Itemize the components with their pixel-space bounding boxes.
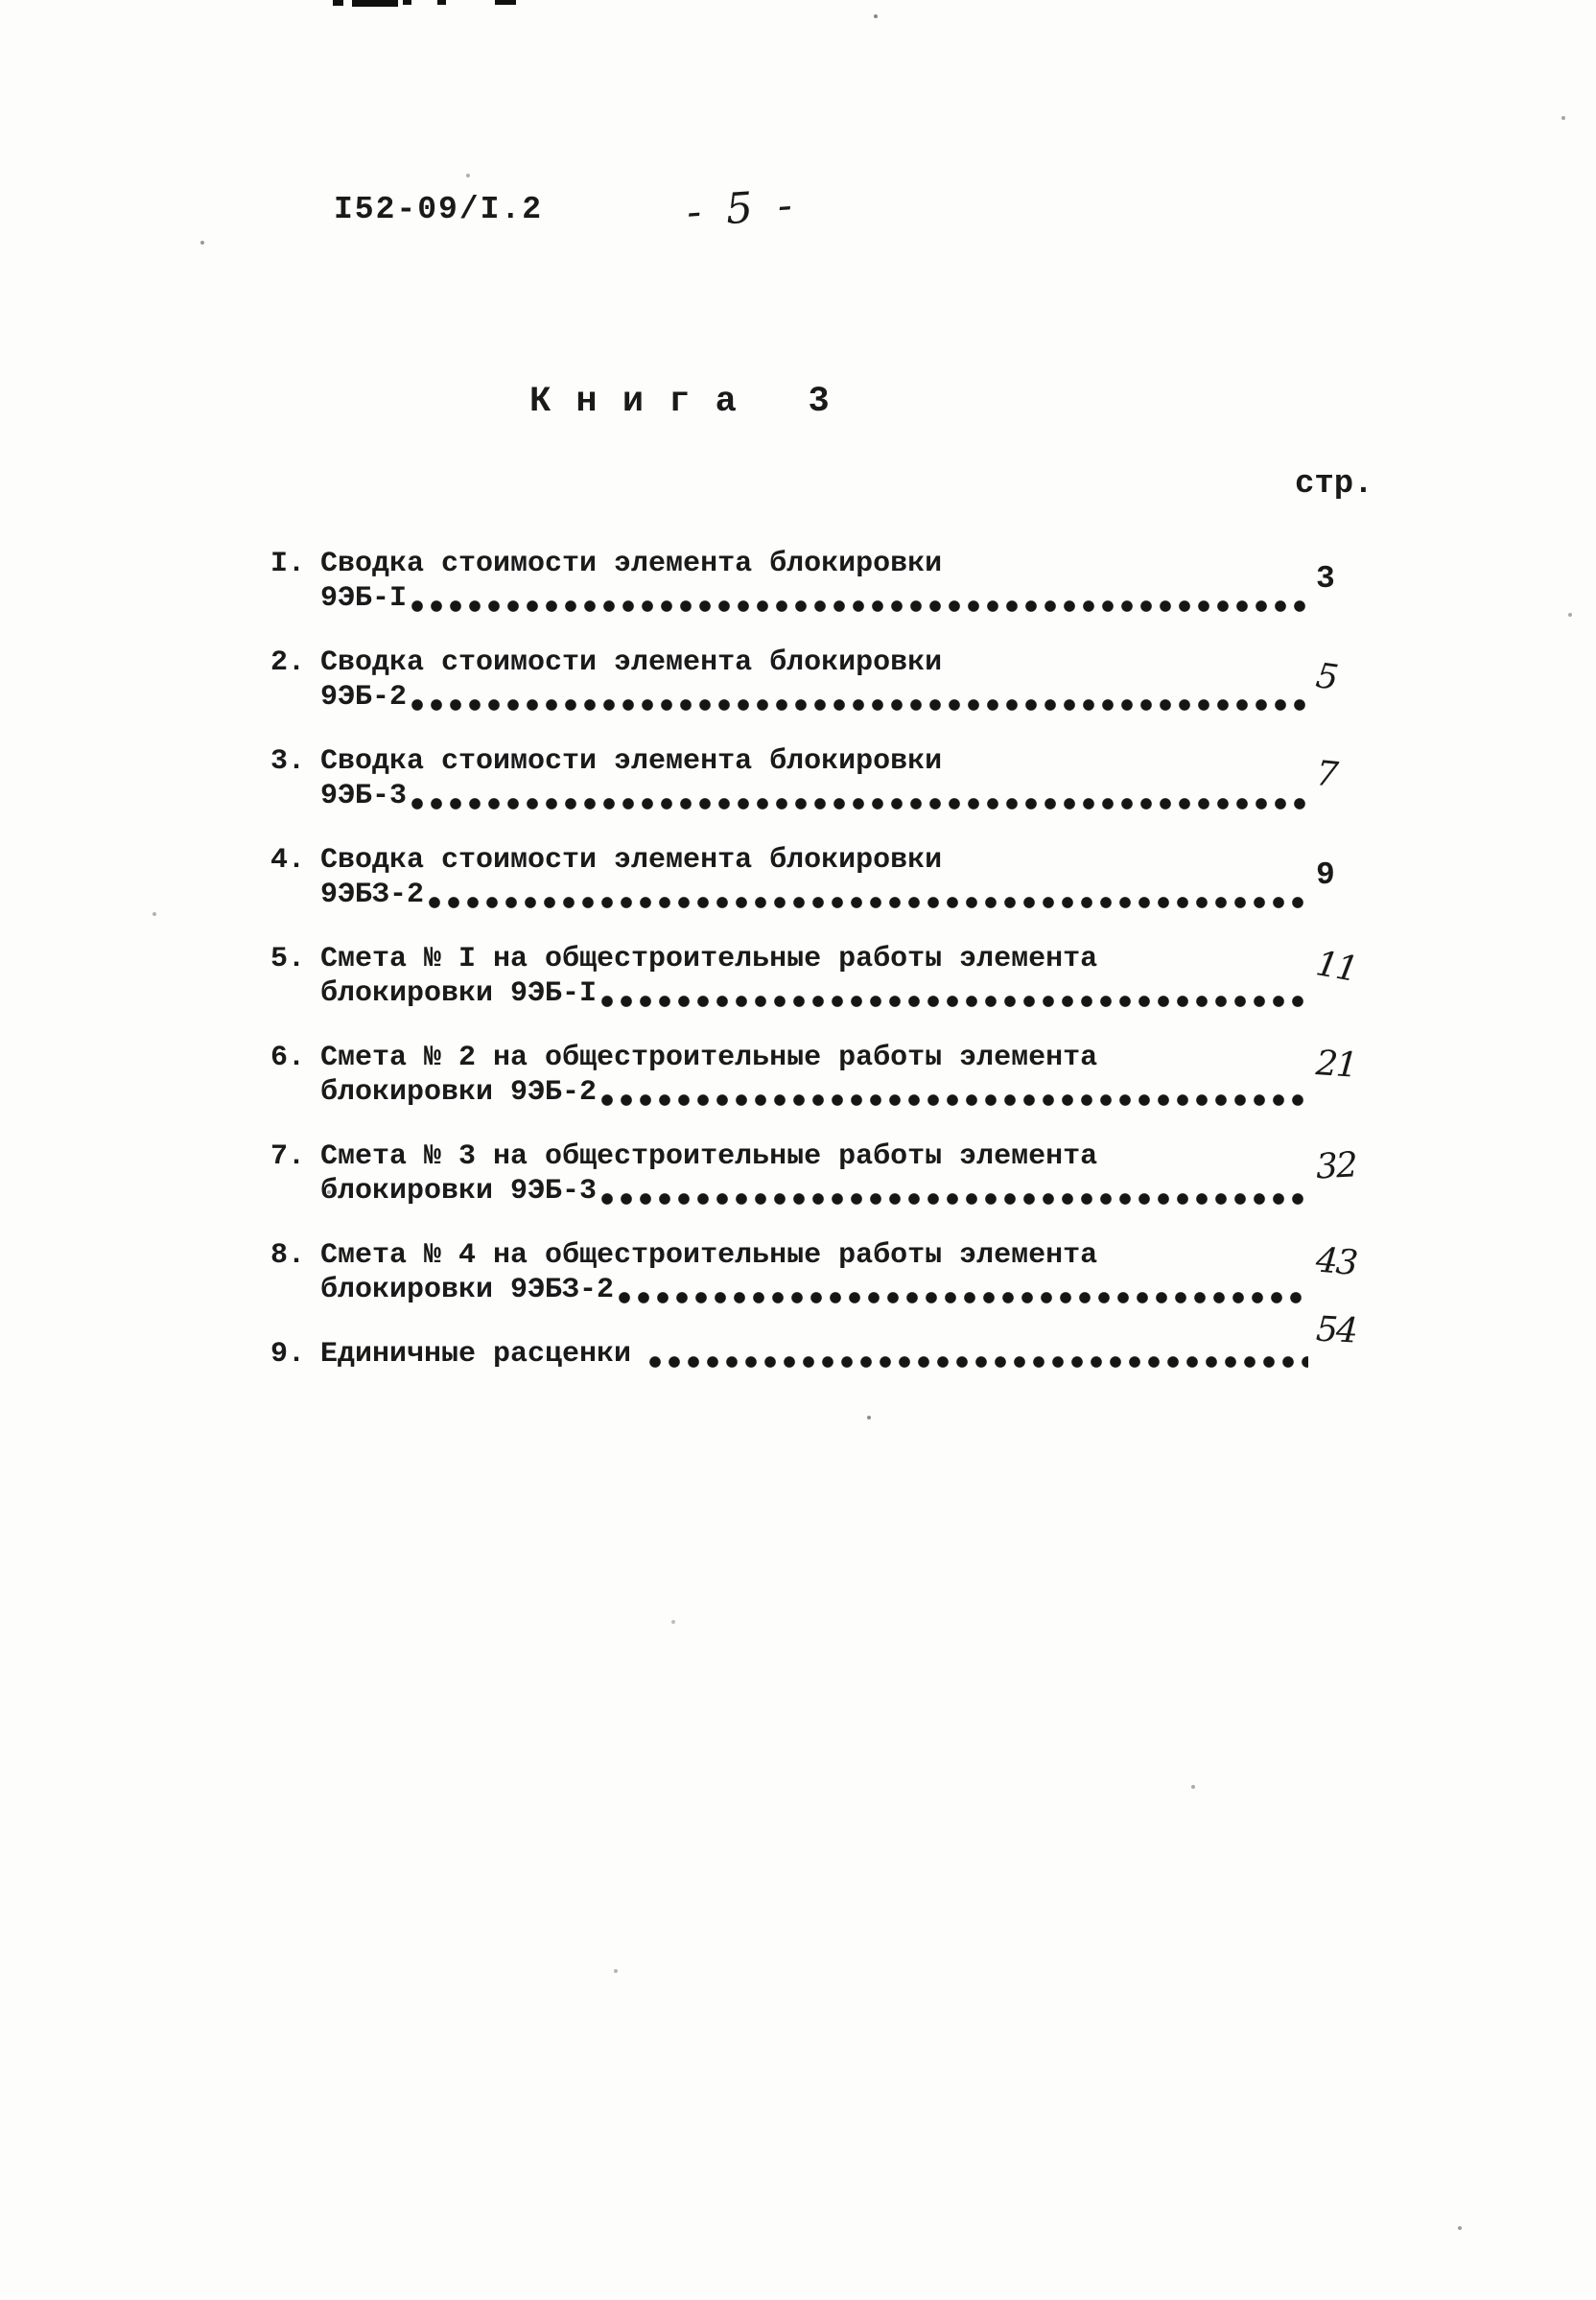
toc-item-code: 9ЭБЗ-2 <box>320 879 425 911</box>
toc-item <box>270 645 1379 715</box>
toc-item-title: Сводка стоимости элемента блокировки <box>320 646 943 679</box>
toc-item <box>270 744 1379 813</box>
toc-page-number: 21 <box>1314 1044 1358 1086</box>
toc-item-code: блокировки 9ЭБ-3 <box>320 1175 598 1208</box>
scan-edge-artifact <box>352 0 398 7</box>
toc-item-code: блокировки 9ЭБ-2 <box>320 1076 598 1109</box>
dotted-leader <box>646 1355 1308 1369</box>
toc-item-title: Сводка стоимости элемента блокировки <box>320 745 943 778</box>
toc-item <box>270 1041 1379 1110</box>
scan-edge-artifact <box>495 0 516 5</box>
toc-item-title: Смета № 2 на общестроительные работы элемента <box>320 1042 1098 1074</box>
toc-page-number: 5 <box>1313 656 1339 698</box>
toc-page-number: 3 <box>1316 561 1335 597</box>
dotted-leader <box>409 698 1308 712</box>
document-number: I52-09/I.2 <box>334 192 544 227</box>
toc-page-number: 54 <box>1314 1309 1357 1351</box>
toc-page-number: 9 <box>1316 857 1335 893</box>
toc-item-title: Сводка стоимости элемента блокировки <box>320 548 943 580</box>
page-column-label: стр. <box>1295 466 1373 503</box>
toc-item <box>270 843 1379 912</box>
toc-item-title: Смета № 3 на общестроительные работы элемента <box>320 1140 1098 1173</box>
toc-item-number: I. <box>270 548 306 580</box>
toc-item-code: 9ЭБ-I <box>320 582 408 615</box>
dotted-leader <box>616 1291 1308 1304</box>
toc-item <box>270 1238 1379 1307</box>
toc-item-title: Единичные расценки <box>320 1338 632 1371</box>
toc-page-number: 7 <box>1314 754 1339 796</box>
toc-item-number: 2. <box>270 646 306 679</box>
toc-item-code: 9ЭБ-2 <box>320 681 408 714</box>
dotted-leader <box>426 896 1308 909</box>
scan-edge-artifact <box>437 0 446 5</box>
dotted-leader <box>598 995 1308 1008</box>
toc-page-number: 32 <box>1314 1145 1357 1187</box>
toc-item-number: 5. <box>270 943 306 975</box>
toc-item <box>270 942 1379 1011</box>
scan-edge-artifact <box>403 0 411 5</box>
dotted-leader <box>409 797 1308 810</box>
toc-item-number: 9. <box>270 1338 306 1371</box>
toc-item-code: блокировки 9ЭБ-I <box>320 977 598 1010</box>
toc-item-number: 4. <box>270 844 306 877</box>
toc-item <box>270 1309 1379 1372</box>
handwritten-page-number: - 5 - <box>685 180 800 237</box>
dotted-leader <box>409 599 1308 613</box>
toc-page-number: 43 <box>1314 1240 1358 1284</box>
dotted-leader <box>598 1093 1308 1107</box>
toc-item-title: Сводка стоимости элемента блокировки <box>320 844 943 877</box>
table-of-contents <box>270 547 1379 1401</box>
book-title: К н и г а 3 <box>529 382 832 422</box>
toc-item <box>270 1139 1379 1209</box>
toc-item-title: Смета № I на общестроительные работы элемента <box>320 943 1098 975</box>
toc-item-title: Смета № 4 на общестроительные работы элемента <box>320 1239 1098 1272</box>
scan-edge-artifact <box>333 0 343 6</box>
toc-item <box>270 547 1379 616</box>
dotted-leader <box>598 1192 1308 1206</box>
toc-page-number: 11 <box>1312 944 1360 990</box>
toc-item-number: 7. <box>270 1140 306 1173</box>
toc-item-number: 8. <box>270 1239 306 1272</box>
toc-item-number: 3. <box>270 745 306 778</box>
scan-noise-specks <box>0 0 2 2</box>
toc-item-code: 9ЭБ-3 <box>320 780 408 812</box>
toc-item-code: блокировки 9ЭБЗ-2 <box>320 1274 615 1306</box>
toc-item-number: 6. <box>270 1042 306 1074</box>
